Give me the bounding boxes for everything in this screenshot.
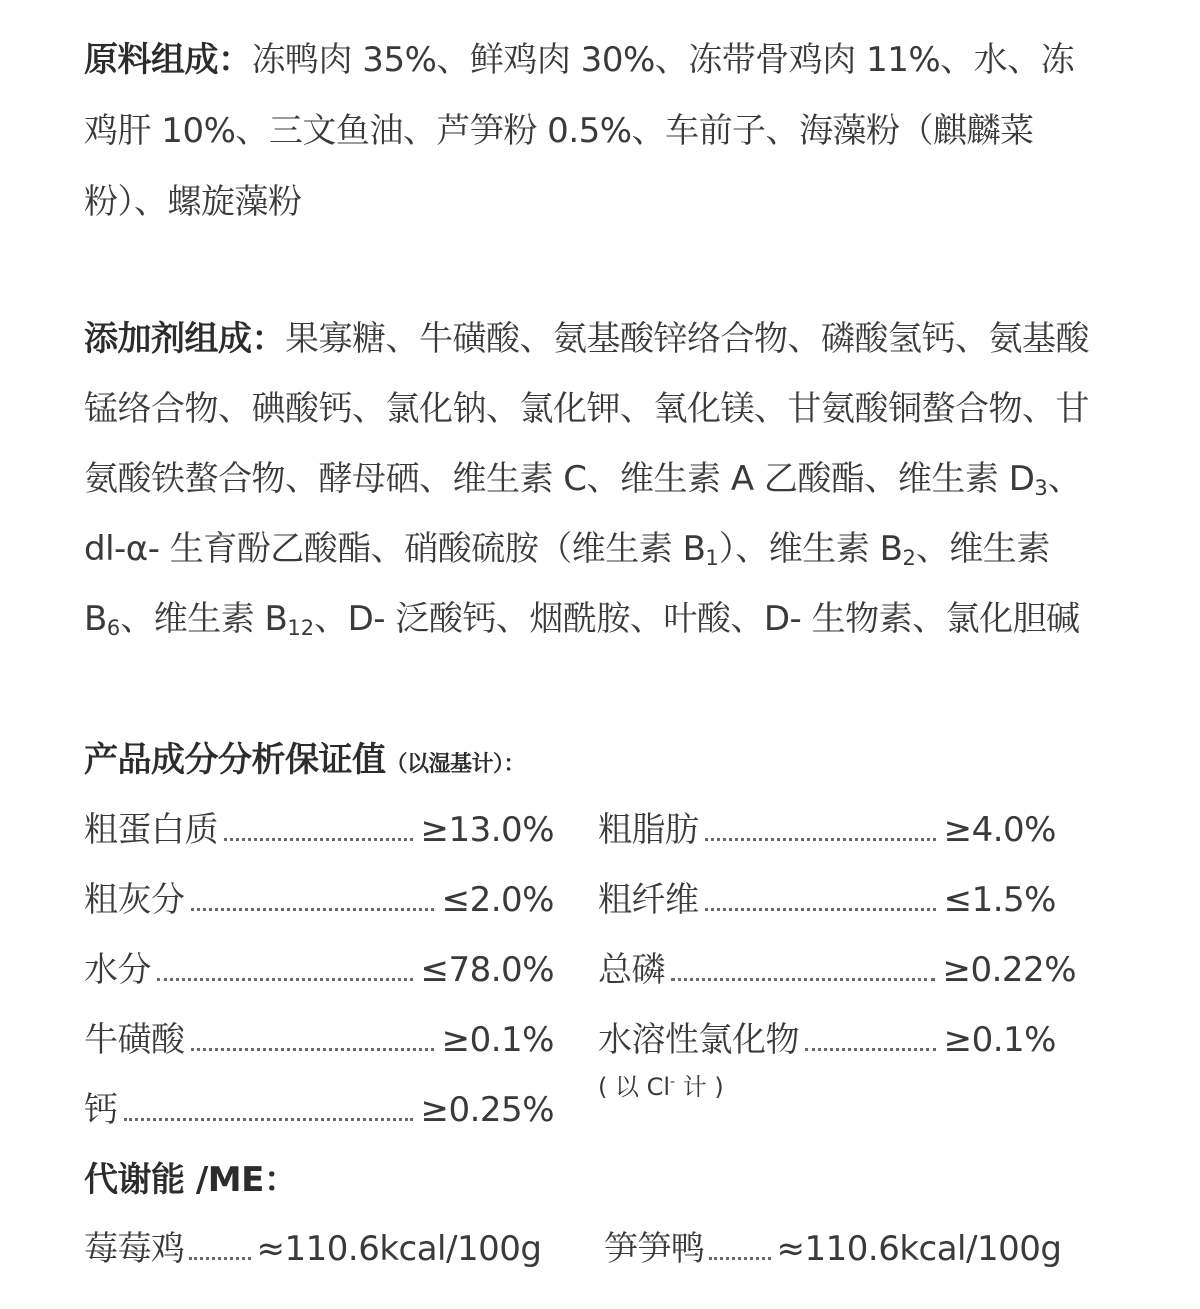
- additives-text-5: 、维生素 B: [120, 599, 288, 639]
- analysis-row: [84, 1018, 554, 1062]
- subscript-b6: 6: [106, 616, 121, 640]
- analysis-row: [598, 878, 1056, 922]
- analysis-row: [84, 1088, 554, 1132]
- analysis-row: [598, 808, 1056, 852]
- ingredients-label: 原料组成：: [84, 40, 252, 80]
- dot-leader: [671, 978, 935, 981]
- analysis-row: [84, 878, 554, 922]
- analysis-row: [84, 948, 554, 992]
- energy-value: ≈110.6kcal/100g: [256, 1229, 542, 1269]
- ingredients-text: 冻鸭肉 35%、鲜鸡肉 30%、冻带骨鸡肉 11%、水、冻鸡肝 10%、三文鱼油、芦笋粉 0.5%、车前子、海藻粉（麒麟菜粉）、螺旋藻粉: [84, 40, 1075, 222]
- dot-leader: [191, 1048, 434, 1051]
- nutrient-value: ≥0.1%: [441, 1020, 554, 1060]
- nutrient-value: ≥0.1%: [943, 1020, 1056, 1060]
- chloride-note-b: 计 ): [675, 1073, 724, 1101]
- dot-leader: [705, 908, 936, 911]
- flavor-name: 笋笋鸭: [604, 1229, 705, 1269]
- nutrient-value: ≥0.22%: [942, 950, 1076, 990]
- dot-leader: [191, 908, 434, 911]
- nutrient-value: ≤2.0%: [441, 880, 554, 920]
- dot-leader: [157, 978, 413, 981]
- nutrient-value: ≥13.0%: [420, 810, 554, 850]
- subscript-d3: 3: [1034, 476, 1048, 500]
- nutrient-name: 水溶性氯化物: [598, 1020, 799, 1060]
- subscript-b2: 2: [902, 546, 916, 570]
- nutrient-name: 粗纤维: [598, 880, 699, 920]
- additives-text-1: 果寡糖、牛磺酸、氨基酸锌络合物、磷酸氢钙、氨基酸锰络合物、碘酸钙、氯化钠、氯化钾、氧化镁、甘氨酸铜螯合物、甘氨酸铁螯合物、酵母硒、维生素 C、维生素 A 乙酸酯、维生素 D: [84, 319, 1089, 499]
- energy-heading: 代谢能 /ME：: [84, 1160, 298, 1200]
- additives-paragraph: [84, 304, 1104, 654]
- analysis-row: [598, 1018, 1056, 1062]
- chloride-note: [598, 1067, 724, 1102]
- analysis-heading-text: 产品成分分析保证值: [84, 740, 386, 780]
- additives-label: 添加剂组成：: [84, 319, 285, 359]
- nutrient-value: ≥0.25%: [420, 1090, 554, 1130]
- nutrient-value: ≤78.0%: [420, 950, 554, 990]
- nutrient-name: 总磷: [598, 950, 665, 990]
- analysis-heading: [84, 738, 525, 787]
- nutrient-value: ≤1.5%: [943, 880, 1056, 920]
- additives-text-2: 、dl-α- 生育酚乙酸酯、硝酸硫胺（维生素 B: [84, 459, 1082, 569]
- subscript-b1: 1: [705, 546, 719, 570]
- dot-leader: [709, 1257, 771, 1260]
- energy-item: [84, 1227, 541, 1271]
- nutrient-name: 牛磺酸: [84, 1020, 185, 1060]
- nutrient-name: 粗蛋白质: [84, 810, 218, 850]
- dot-leader: [805, 1048, 936, 1051]
- nutrient-value: ≥4.0%: [943, 810, 1056, 850]
- chloride-note-a: ( 以 Cl: [598, 1073, 671, 1101]
- additives-text-6: 、D- 泛酸钙、烟酰胺、叶酸、D- 生物素、氯化胆碱: [314, 599, 1080, 639]
- analysis-heading-note: （以湿基计）：: [385, 752, 526, 777]
- analysis-row: [598, 948, 1076, 992]
- additives-text-3: ）、维生素 B: [718, 529, 903, 569]
- subscript-b12: 12: [287, 616, 315, 640]
- ingredients-paragraph: [84, 25, 1104, 238]
- dot-leader: [705, 838, 936, 841]
- nutrient-name: 粗脂肪: [598, 810, 699, 850]
- energy-value: ≈110.6kcal/100g: [776, 1229, 1062, 1269]
- nutrient-name: 粗灰分: [84, 880, 185, 920]
- dot-leader: [124, 1118, 413, 1121]
- analysis-row: [84, 808, 554, 852]
- additives-text-4: 、维生素 B: [84, 529, 1050, 639]
- energy-item: [604, 1227, 1061, 1271]
- flavor-name: 莓莓鸡: [84, 1229, 185, 1269]
- dot-leader: [224, 838, 413, 841]
- chloride-note-sup: -: [670, 1074, 676, 1090]
- nutrient-name: 钙: [84, 1090, 118, 1130]
- nutrient-name: 水分: [84, 950, 151, 990]
- dot-leader: [189, 1257, 251, 1260]
